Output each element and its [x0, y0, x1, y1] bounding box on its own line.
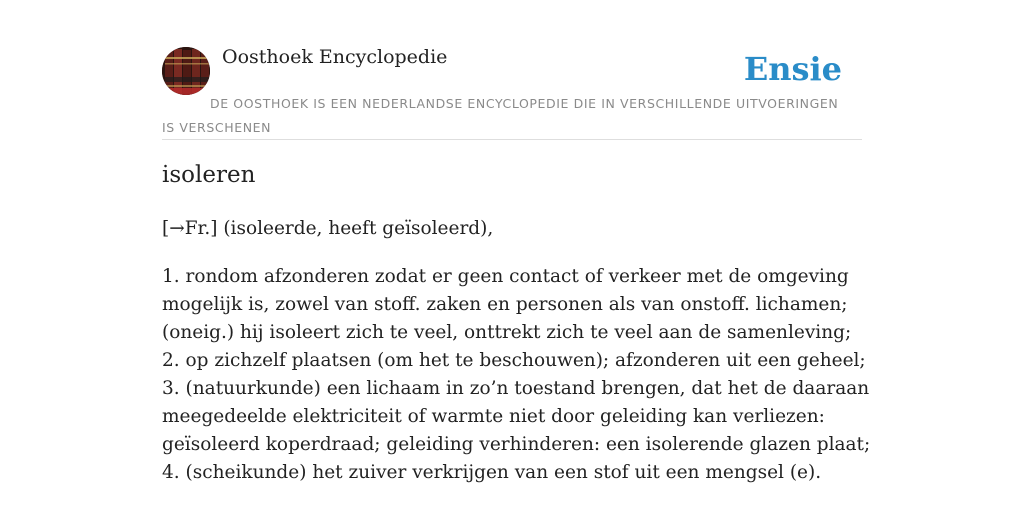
entry-etymology: [→Fr.] (isoleerde, heeft geïsoleerd), — [162, 218, 494, 239]
definition-line: geïsoleerd koperdraad; geleiding verhinderen: een isolerende glazen plaat; — [162, 434, 871, 455]
source-name[interactable]: Oosthoek Encyclopedie — [222, 46, 448, 68]
entry-definitions — [162, 263, 871, 487]
encyclopedia-books-icon — [162, 47, 210, 95]
definition-line: 1. rondom afzonderen zodat er geen contact of verkeer met de omgeving — [162, 266, 849, 287]
definition-line: mogelijk is, zowel van stoff. zaken en personen als van onstoff. lichamen; — [162, 294, 848, 315]
definition-line: 4. (scheikunde) het zuiver verkrijgen van een stof uit een mengsel (e). — [162, 462, 822, 483]
source-tagline: DE OOSTHOEK IS EEN NEDERLANDSE ENCYCLOPEDIE DIE IN VERSCHILLENDE UITVOERINGEN IS VERSCHENEN — [162, 96, 839, 135]
divider — [162, 139, 862, 140]
definition-line: meegedeelde elektriciteit of warmte niet door geleiding kan verliezen: — [162, 406, 825, 427]
definition-line: (oneig.) hij isoleert zich te veel, onttrekt zich te veel aan de samenleving; — [162, 322, 852, 343]
definition-line: 3. (natuurkunde) een lichaam in zo’n toestand brengen, dat het de daaraan — [162, 378, 870, 399]
ensie-logo-link[interactable]: Ensie — [743, 50, 842, 88]
source-avatar[interactable] — [162, 47, 210, 95]
definition-line: 2. op zichzelf plaatsen (om het te beschouwen); afzonderen uit een geheel; — [162, 350, 866, 371]
entry-headword: isoleren — [162, 162, 256, 188]
